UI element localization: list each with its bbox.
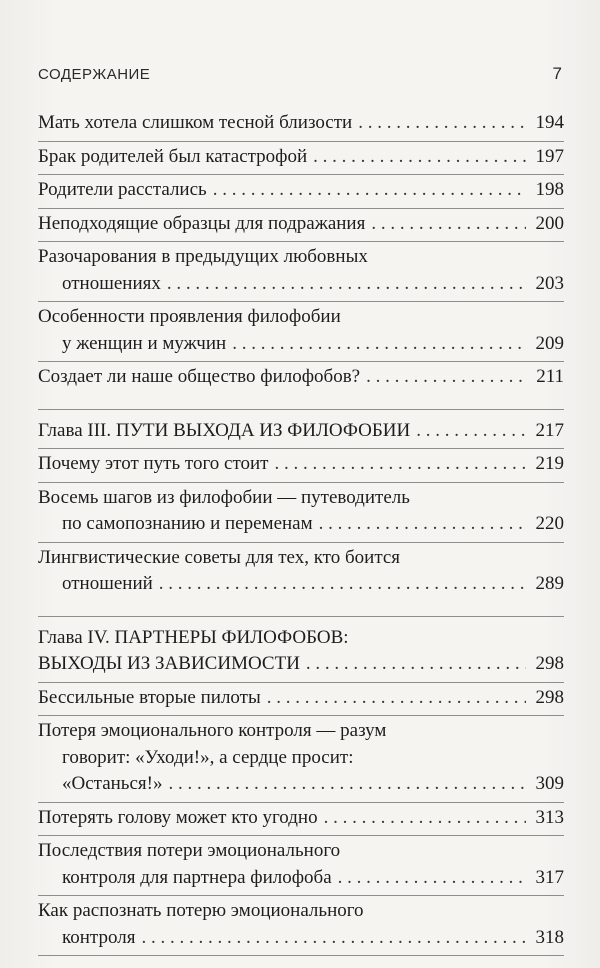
toc-entry <box>38 209 564 243</box>
dot-leader <box>274 451 526 478</box>
toc-page-number: 217 <box>535 419 564 441</box>
toc-entry-title: Потерять голову может кто угодно <box>38 806 318 828</box>
toc-entry-line <box>38 110 564 137</box>
toc-entry-title: контроля для партнера филофоба <box>62 866 332 888</box>
toc-entry-line <box>38 211 564 238</box>
toc-entry-title: Восемь шагов из филофобии — путеводитель <box>38 486 410 508</box>
toc-chapter-entry <box>38 409 564 450</box>
toc-entry <box>38 142 564 176</box>
dot-leader <box>371 211 526 238</box>
toc-page-number: 200 <box>535 212 564 234</box>
toc-entry-line <box>38 625 564 652</box>
toc-page-number: 194 <box>535 112 564 133</box>
dot-leader <box>324 805 526 832</box>
toc-entry-title: Мать хотела слишком тесной близости <box>38 112 353 133</box>
toc-entry-line <box>38 571 564 598</box>
running-head <box>38 64 562 84</box>
toc-entry-title: Особенности проявления филофобии <box>38 306 341 327</box>
toc-entry-title: Неподходящие образцы для подражания <box>38 212 366 234</box>
dot-leader <box>319 511 526 538</box>
dot-leader <box>213 177 526 204</box>
toc-entry <box>38 803 564 837</box>
toc-entry-line <box>38 685 564 712</box>
toc-page-number: 289 <box>535 573 564 594</box>
toc-entry-line <box>38 771 564 798</box>
toc-page-number: 317 <box>535 866 564 888</box>
toc-entry-title: отношений <box>62 573 153 594</box>
toc-entry-line <box>38 271 564 298</box>
toc-page-number: 298 <box>535 686 564 708</box>
toc-entry-line <box>38 418 564 445</box>
toc-entry <box>38 449 564 483</box>
toc-page-number: 318 <box>535 926 564 948</box>
dot-leader <box>159 571 526 598</box>
toc-page-number: 203 <box>535 272 564 294</box>
toc-entry-title: Создает ли наше общество филофобов? <box>38 366 361 387</box>
toc-entry-title: по самопознанию и переменам <box>62 513 313 534</box>
toc-entry-title: Брак родителей был катастрофой <box>38 145 308 167</box>
toc-entry-title: отношениях <box>62 272 161 294</box>
dot-leader <box>306 651 526 678</box>
dot-leader <box>416 418 526 445</box>
toc-page-number: 298 <box>535 653 564 674</box>
toc-entry-title: Потеря эмоционального контроля — разум <box>38 720 387 741</box>
toc-entry-line <box>38 545 564 572</box>
toc-entry-title: Лингвистические советы для тех, кто боится <box>38 546 401 568</box>
toc-entry-title: контроля <box>62 926 136 948</box>
toc-entry-title: Почему этот путь того стоит <box>38 453 269 474</box>
dot-leader <box>168 771 526 798</box>
dot-leader <box>313 144 526 171</box>
toc-entry-line <box>38 331 564 358</box>
toc-entry-line <box>38 304 564 331</box>
toc-chapter-entry <box>38 616 564 683</box>
toc-entry-line <box>38 745 564 772</box>
dot-leader <box>267 685 526 712</box>
toc-page-number: 198 <box>535 179 564 200</box>
toc-page-number: 197 <box>535 145 564 167</box>
toc-entry-title: у женщин и мужчин <box>62 332 227 354</box>
dot-leader <box>141 925 526 952</box>
page-number: 7 <box>552 64 562 83</box>
toc-entry-line <box>38 898 564 925</box>
toc-entry <box>38 716 564 803</box>
running-head-title: СОДЕРЖАНИЕ <box>38 66 151 83</box>
toc-entry-line <box>38 364 564 391</box>
toc-page-number: 219 <box>535 453 564 474</box>
toc-entry-title: Глава III. ПУТИ ВЫХОДА ИЗ ФИЛОФОБИИ <box>38 419 411 441</box>
toc-page-number: 209 <box>535 332 564 354</box>
toc-entry-line <box>38 244 564 271</box>
dot-leader <box>232 331 526 358</box>
toc-entry-title: Бессильные вторые пилоты <box>38 686 261 708</box>
toc-entry-line <box>38 451 564 478</box>
toc-entry-title: Глава IV. ПАРТНЕРЫ ФИЛОФОБОВ: <box>38 626 349 648</box>
toc-page-number: 309 <box>535 773 564 794</box>
toc-page-number: 220 <box>535 513 564 534</box>
toc-entry-title: Родители расстались <box>38 179 207 200</box>
toc-entry-line <box>38 805 564 832</box>
toc-entry-title: «Останься!» <box>62 773 163 794</box>
toc-entry <box>38 362 564 395</box>
toc-entry-line <box>38 838 564 865</box>
toc-entry <box>38 483 564 543</box>
toc-entry-line <box>38 865 564 892</box>
toc-entry <box>38 543 564 602</box>
toc-entry <box>38 302 564 362</box>
toc-entry-title: Как распознать потерю эмоционального <box>38 900 364 921</box>
toc-entry <box>38 175 564 209</box>
toc-entry <box>38 242 564 302</box>
toc-entry <box>38 836 564 896</box>
toc-page-number: 211 <box>536 366 564 387</box>
toc-entry-line <box>38 144 564 171</box>
toc-entry-line <box>38 177 564 204</box>
toc-entry-title: говорит: «Уходи!», а сердце просит: <box>62 746 354 768</box>
dot-leader <box>358 110 526 137</box>
toc-entry-line <box>38 511 564 538</box>
table-of-contents <box>38 108 564 956</box>
toc-entry-line <box>38 718 564 745</box>
toc-entry-title: ВЫХОДЫ ИЗ ЗАВИСИМОСТИ <box>38 653 300 674</box>
toc-entry <box>38 683 564 717</box>
toc-entry-title: Разочарования в предыдущих любовных <box>38 246 368 267</box>
dot-leader <box>366 364 526 391</box>
dot-leader <box>338 865 526 892</box>
toc-page-number: 313 <box>535 806 564 828</box>
dot-leader <box>167 271 526 298</box>
toc-entry-title: Последствия потери эмоционального <box>38 840 341 861</box>
toc-entry-line <box>38 485 564 512</box>
toc-entry <box>38 896 564 956</box>
toc-entry-line <box>38 651 564 678</box>
toc-entry <box>38 108 564 142</box>
toc-entry-line <box>38 925 564 952</box>
